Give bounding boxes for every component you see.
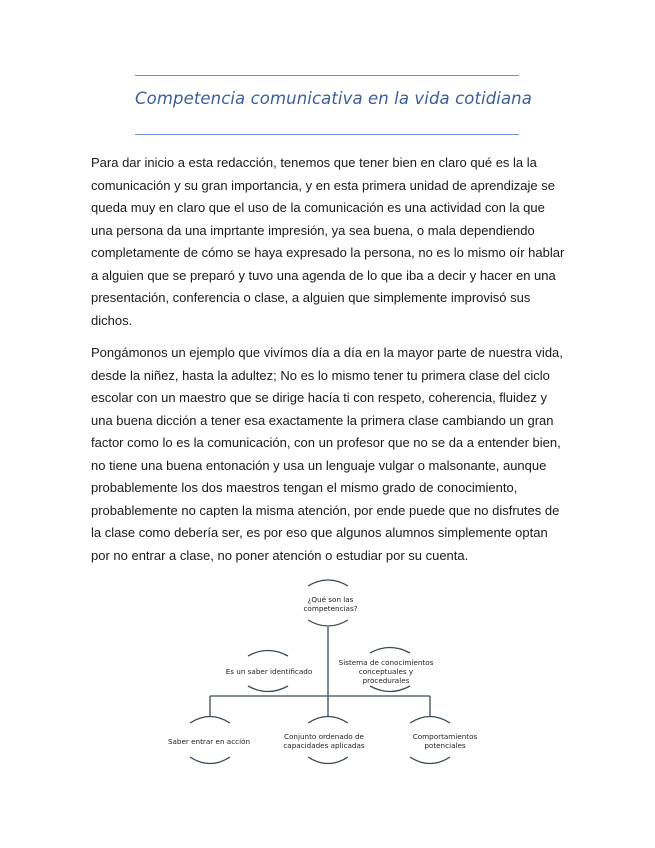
bottom-right-arc-top xyxy=(410,717,450,724)
paragraph-line: la clase como debería ser, es por eso que algunos alumnos simplemente optan xyxy=(91,525,548,540)
right-node-arc-bottom xyxy=(370,686,410,692)
paragraph-line: probablemente los dos maestros tengan el mismo grado de conocimiento, xyxy=(91,480,518,495)
diagram-node-bottom-right xyxy=(396,732,494,750)
title-rule-top xyxy=(135,75,519,76)
right-node-label-line: procedurales xyxy=(362,676,410,685)
diagram-node-right xyxy=(332,658,440,685)
paragraph-line: presentación, conferencia o clase, a alguien que simplemente improvisó sus xyxy=(91,290,531,305)
bottom-left-label: Saber entrar en acción xyxy=(167,737,251,746)
paragraph-line: a alguien que se preparó y tuvo una agenda de lo que iba a decir y hacer en una xyxy=(91,267,556,283)
bottom-center-label-line: capacidades aplicadas xyxy=(283,741,365,750)
bottom-right-label-line: Comportamientos xyxy=(412,732,478,741)
paragraph-line: por no entrar a clase, no poner atención o estudiar por su cuenta. xyxy=(91,547,469,563)
paragraph-1 xyxy=(91,152,571,332)
root-arc-bottom xyxy=(308,620,348,626)
root-label-line: competencias? xyxy=(303,604,358,613)
paragraph-line: queda muy en claro que el uso de la comunicación es una actividad con la que xyxy=(91,200,545,215)
paragraph-line: Para dar inicio a esta redacción, tenemos que tener bien en claro qué es la la xyxy=(91,155,537,170)
diagram-node-bottom-center xyxy=(275,732,373,750)
bottom-center-label-line: Conjunto ordenado de xyxy=(284,732,364,741)
paragraph-line: factor como lo es la comunicación, con un profesor que no se da a entender bien, xyxy=(91,435,561,450)
paragraph-line: dichos. xyxy=(91,312,133,328)
bottom-center-arc-top xyxy=(308,717,348,724)
paragraph-line: desde la niñez, hasta la adultez; No es lo mismo tener tu primera clase del ciclo xyxy=(91,367,550,383)
bottom-right-arc-bottom xyxy=(410,757,450,764)
paragraph-line: completamente de cómo se haya expresado la persona, no es lo mismo oír hablar xyxy=(91,245,565,260)
diagram-node-bottom-left xyxy=(158,737,260,746)
diagram-node-left xyxy=(210,667,328,676)
bottom-left-arc-bottom xyxy=(190,757,230,764)
bottom-center-arc-bottom xyxy=(308,757,348,764)
paragraph-line: Pongámonos un ejemplo que vivímos día a día en la mayor parte de nuestra vida, xyxy=(91,345,563,360)
paragraph-line: una persona da una imprtante impresión, ya sea buena, o mala dependiendo xyxy=(91,222,535,238)
bottom-left-arc-top xyxy=(190,717,230,724)
paragraph-line: una buena dicción a tener esa exactamente la primera clase cambiando un gran xyxy=(91,412,554,428)
document-title: Competencia comunicativa en la vida cotidiana xyxy=(135,89,532,108)
root-label-line: ¿Qué son las xyxy=(307,595,354,604)
left-node-label: Es un saber identificado xyxy=(225,667,313,676)
paragraph-line: probablemente no capten la misma atención, por ende puede que no disfrutes de xyxy=(91,502,560,518)
left-node-arc-top xyxy=(248,651,288,657)
right-node-label-line: conceptuales y xyxy=(358,667,414,676)
diagram-root-label xyxy=(283,595,378,613)
bottom-right-label-line: potenciales xyxy=(424,741,466,750)
right-node-arc-top xyxy=(370,648,410,654)
right-node-label-line: Sistema de conocimientos xyxy=(338,658,434,667)
root-arc-top xyxy=(308,580,348,586)
left-node-arc-bottom xyxy=(248,686,288,692)
paragraph-line: escolar con un maestro que se dirige hacía ti con respeto, coherencia, fluidez y xyxy=(91,390,547,405)
paragraph-2 xyxy=(91,342,571,567)
paragraph-line: comunicación y su gran importancia, y en esta primera unidad de aprendizaje se xyxy=(91,177,555,193)
paragraph-line: no tiene una buena entonación y usa un lenguaje vulgar o malsonante, aunque xyxy=(91,457,547,473)
title-rule-bottom xyxy=(135,134,519,135)
